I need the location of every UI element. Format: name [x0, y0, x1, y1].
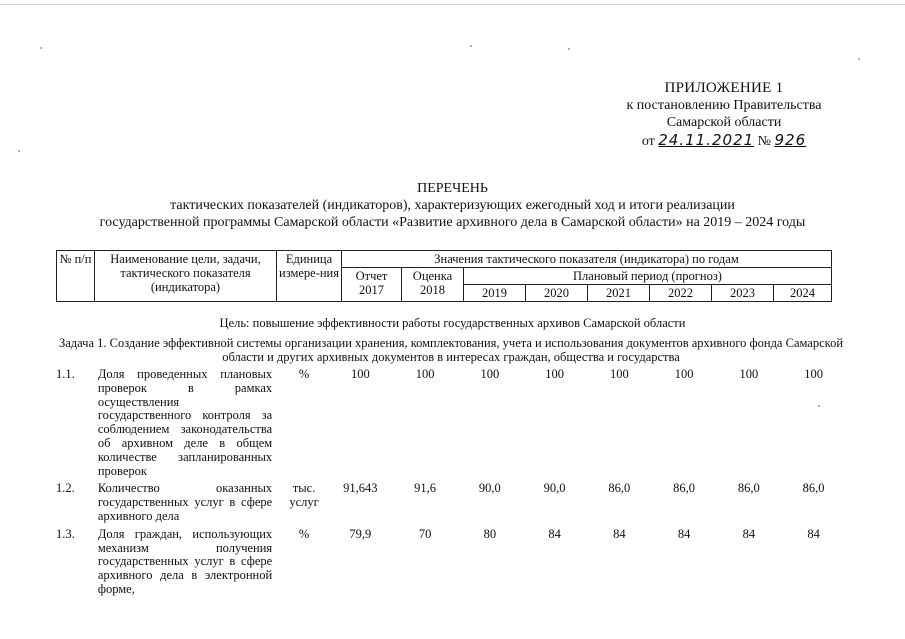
row-value: 100	[804, 367, 823, 381]
row-value: 84	[613, 526, 626, 541]
handwritten-number: 926	[774, 131, 807, 149]
appendix-dateline	[609, 132, 839, 150]
row-value: 84	[742, 526, 756, 541]
task-text: Задача 1. Создание эффективной системы организации хранения, комплектования, учета и использования документов архивного фонда Самарской области и других архивных документов в интересах граждан, общества и государства	[58, 336, 844, 364]
scan-speck	[40, 47, 42, 49]
header-num: № п/п	[57, 251, 95, 302]
header-name: Наименование цели, задачи, тактического показателя (индикатора)	[95, 251, 277, 302]
header-estimate: Оценка 2018	[402, 268, 464, 302]
row-value: 80	[483, 526, 497, 541]
header-values: Значения тактического показателя (индикатора) по годам	[342, 251, 832, 268]
heading-line2: тактических показателей (индикаторов), характеризующих ежегодный ход и итоги реализации	[170, 198, 735, 213]
scan-speck	[18, 150, 20, 152]
row-num: 1.1.	[56, 367, 75, 381]
goal-text: Цель: повышение эффективности работы государственных архивов Самарской области	[219, 316, 686, 330]
heading-title: ПЕРЕЧЕНЬ	[417, 181, 488, 196]
row-value: 84	[807, 526, 820, 541]
row-num: 1.2.	[56, 481, 75, 496]
scan-speck	[858, 58, 860, 60]
row-unit: %	[298, 526, 310, 541]
header-year: 2023	[712, 285, 774, 302]
row-value: 100	[350, 367, 370, 381]
heading-line3: государственной программы Самарской области «Развитие архивного дела в Самарской области» на 2019 – 2024 годы	[99, 215, 806, 230]
row-name: Количество оказанных государственных услуг в сфере архивного дела	[97, 481, 273, 523]
header-year: 2021	[588, 285, 650, 302]
row-value: 79,9	[349, 526, 372, 541]
row-value: 100	[739, 367, 759, 381]
row-value: 84	[548, 526, 561, 541]
indicator-rows	[56, 368, 846, 601]
header-plan: Плановый период (прогноз)	[464, 268, 832, 285]
header-year: 2019	[464, 285, 526, 302]
row-unit: тыс. услуг	[289, 481, 319, 510]
row-value: 86,0	[737, 481, 760, 496]
table-row	[56, 528, 846, 597]
row-value: 90,0	[478, 481, 501, 496]
appendix-line1: к постановлению Правительства	[626, 98, 822, 113]
row-value: 100	[545, 367, 564, 381]
row-value: 86,0	[608, 481, 631, 496]
header-unit: Единица измере-ния	[277, 251, 342, 302]
row-value: 91,6	[414, 481, 437, 496]
table-row	[56, 482, 846, 523]
appendix-title: ПРИЛОЖЕНИЕ 1	[664, 80, 784, 96]
indicators-table-header	[56, 250, 832, 302]
row-value: 90,0	[543, 481, 566, 496]
row-name: Доля проведенных плановых проверок в рамках осуществления государственного контроля за соблюдением законодательства об архивном деле в общем количестве запланированных проверок	[97, 367, 273, 478]
row-unit: %	[298, 367, 310, 381]
header-report: Отчет 2017	[342, 268, 402, 302]
row-value: 100	[674, 367, 694, 381]
scan-speck	[568, 48, 570, 50]
appendix-line2: Самарской области	[666, 115, 782, 130]
row-value: 86,0	[802, 481, 825, 496]
scan-top-edge	[0, 4, 905, 5]
header-year: 2020	[526, 285, 588, 302]
row-value: 100	[609, 367, 629, 381]
row-value: 100	[480, 367, 500, 381]
handwritten-date: 24.11.2021	[658, 131, 755, 149]
row-value: 70	[418, 526, 432, 541]
scan-speck	[470, 45, 472, 47]
row-num: 1.3.	[56, 526, 75, 541]
row-name: Доля граждан, использующих механизм получения государственных услуг в сфере архивного дела в электронной форме,	[97, 526, 273, 596]
row-value: 84	[677, 526, 691, 541]
number-sign: №	[757, 134, 772, 149]
row-value: 91,643	[343, 481, 378, 496]
row-value: 86,0	[673, 481, 696, 496]
header-year: 2022	[650, 285, 712, 302]
row-value: 100	[415, 367, 435, 381]
table-row	[56, 368, 846, 478]
date-prefix: от	[641, 134, 655, 149]
document-heading	[0, 180, 905, 231]
header-year: 2024	[774, 285, 832, 302]
appendix-block	[609, 80, 839, 150]
